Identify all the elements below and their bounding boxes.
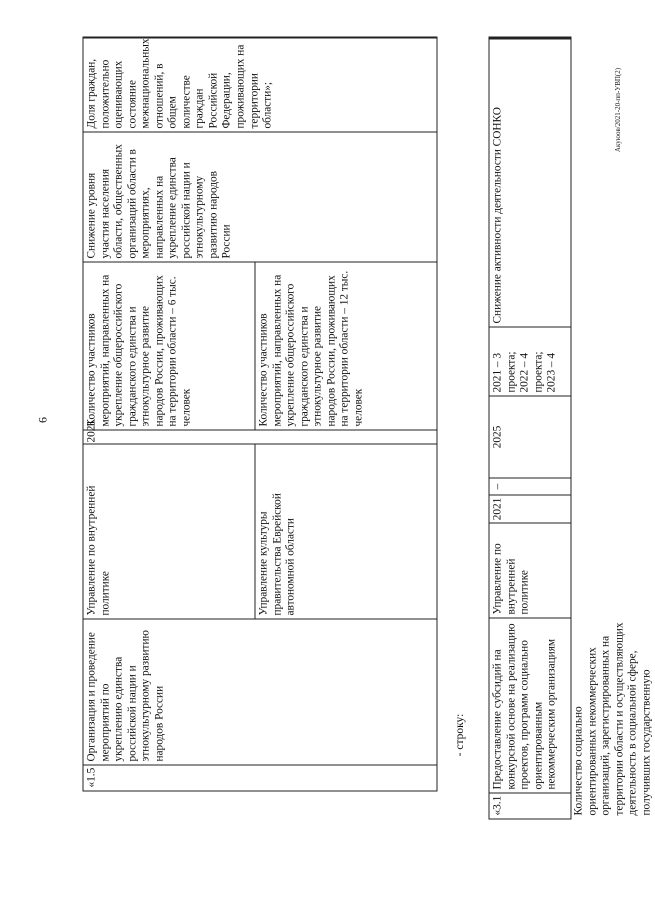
consequence: Снижение уровня участия населения области, общественных организаций области в мероприятиях, направленных на укрепление единства российской нации и этнокультурному развитию народов России bbox=[83, 132, 436, 262]
row-number: «1.5 bbox=[83, 765, 436, 791]
target-indicator: Количество социально ориентированных некоммерческих организаций, зарегистрированных на территории области и осуществляющих деятельность в социальной сфере, получивших государственную bbox=[572, 622, 652, 816]
page-number: 6 bbox=[35, 417, 50, 423]
indicator-1: Количество участников мероприятий, направленных на укрепление общероссийского гражданского единства и этнокультурное развитие народов России, проживающих на территории области – 6 тыс. человек bbox=[83, 262, 255, 430]
years-start: 2021 bbox=[489, 495, 570, 523]
executor-2: Управление культуры правительства Еврейской автономной области bbox=[255, 444, 436, 619]
activity-cell bbox=[489, 618, 570, 819]
years-end: 2025 bbox=[489, 396, 570, 478]
row-number: «3.1 bbox=[489, 793, 570, 819]
consequence: Снижение активности деятельности СОНКО bbox=[489, 39, 570, 327]
year: 2021 bbox=[83, 430, 436, 444]
activity-text: Предоставление субсидий на конкурсной основе на реализацию проектов, программ социально ориентированным некоммерческим организациям bbox=[491, 623, 558, 790]
instruction-note: - строку: bbox=[454, 713, 466, 757]
target-indicator: Доля граждан, положительно оценивающих состояние межнациональных отношений, в общем количестве граждан Российской Федерации, проживающих на территории области»; bbox=[85, 38, 274, 129]
activity-text: Организация и проведение мероприятий по укреплению единства российской нации и этнокультурному развитию народов России bbox=[85, 630, 165, 762]
document-code: Акуюов/2021-20-пп-УВП(2) bbox=[614, 67, 622, 153]
table-row-1-5 bbox=[82, 37, 437, 792]
activity-cell bbox=[83, 619, 436, 791]
indicator-2: Количество участников мероприятий, направленных на укрепление общероссийского гражданского единства и этнокультурное развитие народов России, проживающих на территории области – 12 тыс. человек bbox=[255, 262, 436, 430]
years-dash: – bbox=[489, 478, 570, 495]
executor-1: Управление по внутренней политике bbox=[83, 444, 255, 619]
executor: Управление по внутренней политике bbox=[489, 523, 570, 618]
results: 2021 – 3 проекта; 2022 – 4 проекта; 2023 – 4 bbox=[489, 327, 570, 396]
